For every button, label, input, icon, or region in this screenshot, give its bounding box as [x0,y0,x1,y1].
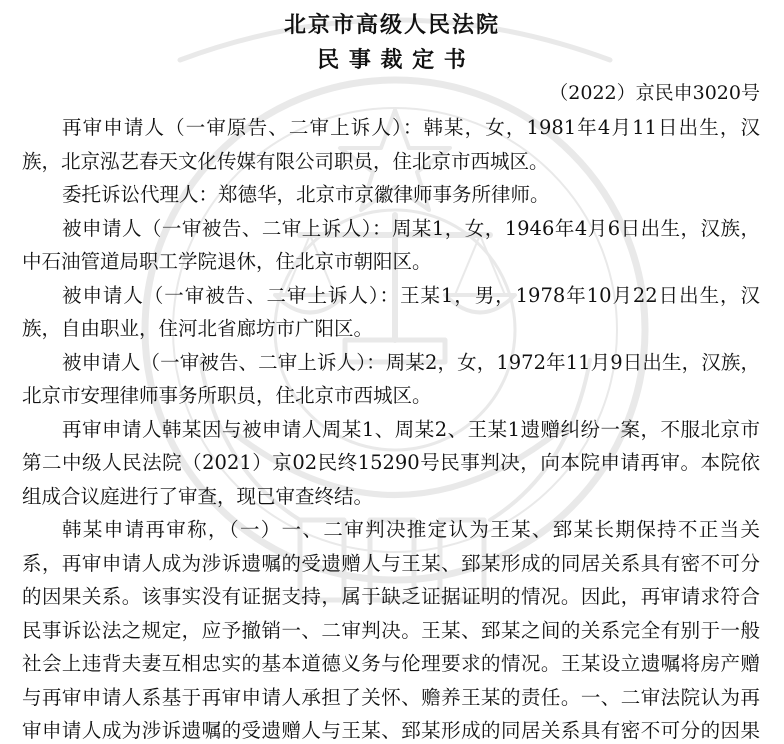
text-line: 与再审申请人系基于再审申请人承担了关怀、赡养王某的责任。一、二审法院认为再 [22,685,760,709]
party-agent [22,183,760,207]
court-name-heading: 北京市高级人民法院 [283,12,500,38]
text-line: 第二中级人民法院（2021）京02民终15290号民事判决，向本院申请再审。本院依 [22,451,760,474]
text-line: 系，再审申请人成为涉诉遗嘱的受遗赠人与王某、郅某形成的同居关系具有密不可分 [22,551,760,575]
document-type-heading: 民 事 裁 定 书 [317,47,467,73]
text-line: 中石油管道局职工学院退休，住北京市朝阳区。 [22,250,432,273]
text-line: 再审申请人韩某因与被申请人周某1、周某2、王某1遗赠纠纷一案，不服北京市 [62,417,760,441]
text-line: 组成合议庭进行了审查，现已审查终结。 [22,484,374,508]
text-line: 被申请人（一审被告、二审上诉人）：周某2，女，1972年11月9日出生，汉族， [62,350,760,374]
party-respondent-3 [22,351,760,409]
party-respondent-2 [22,284,760,342]
case-number: （2022）京民申3020号 [549,82,760,104]
text-line: 社会上违背夫妻互相忠实的基本道德义务与伦理要求的情况。王某设立遗嘱将房产赠 [22,652,760,675]
text-line: 委托诉讼代理人：郑德华，北京市京徽律师事务所律师。 [62,183,550,206]
text-line: 被申请人（一审被告、二审上诉人）：王某1，男，1978年10月22日出生，汉 [62,283,760,307]
applicant-claims-paragraph [22,518,760,743]
text-line: 族，自由职业，住河北省廊坊市广阳区。 [22,317,374,340]
party-applicant [22,116,760,174]
text-line: 北京市安理律师事务所职员，住北京市西城区。 [22,384,432,407]
document-body [22,116,760,743]
text-line: 再审申请人（一审原告、二审上诉人）：韩某，女，1981年4月11日出生，汉 [62,116,760,139]
text-line: 审申请人成为涉诉遗嘱的受遗赠人与王某、郅某形成的同居关系具有密不可分的因果 [22,719,760,742]
text-line: 被申请人（一审被告、二审上诉人）：周某1，女，1946年4月6日出生，汉族， [62,216,760,240]
text-line: 的因果关系。该事实没有证据支持，属于缺乏证据证明的情况。因此，再审请求符合 [22,585,760,608]
text-line: 韩某申请再审称，（一）一、二审判决推定认为王某、郅某长期保持不正当关 [62,518,760,541]
party-respondent-1 [22,217,760,275]
text-line: 族，北京泓艺春天文化传媒有限公司职员，住北京市西城区。 [22,149,549,173]
text-line: 民事诉讼法之规定，应予撤销一、二审判决。王某、郅某之间的关系完全有别于一般 [22,618,760,642]
case-summary-paragraph [22,418,760,509]
